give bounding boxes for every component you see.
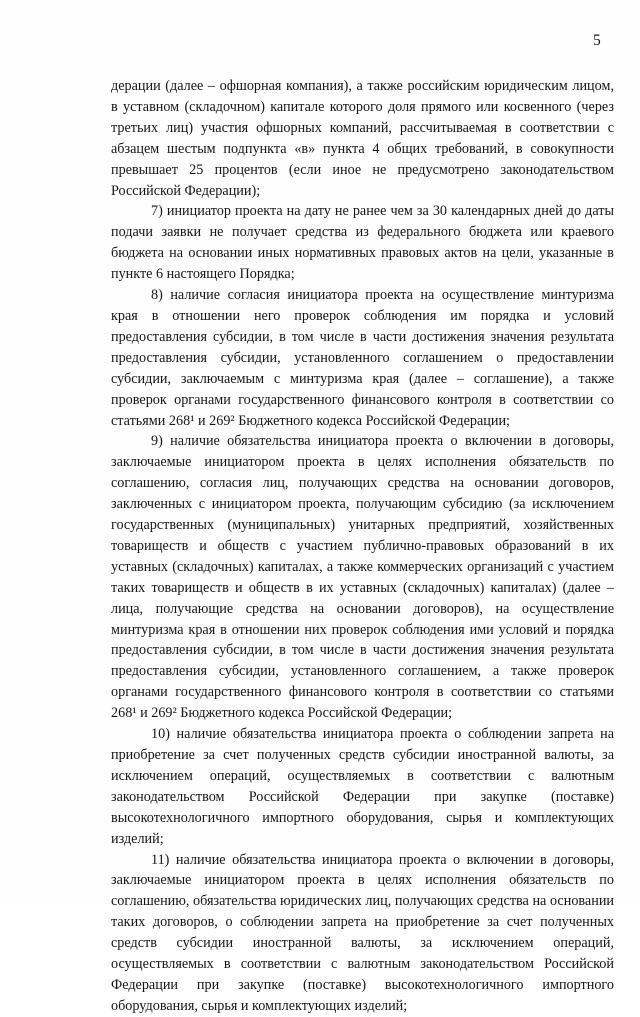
document-body — [111, 76, 614, 1017]
paragraph-item-9: 9) наличие обязательства инициатора проекта о включении в договоры, заключаемые инициатором проекта в целях исполнения обязательств по соглашению, согласия лиц, получающих средства на основании договоров, заключенных с инициатором проекта, получающим субсидию (за исключением государственных (муниципальных) унитарных предприятий, хозяйственных товариществ и обществ с участием публично-правовых образований в их уставных (складочных) капиталах, а также коммерческих организаций с участием таких товариществ и обществ в их уставных (складочных) капиталах) (далее – лица, получающие средства на основании договоров), на осуществление минтуризма края в отношении них проверок соблюдения ими условий и порядка предоставления субсидии, в том числе в части достижения значения результата предоставления субсидии, установленного соглашением, а также проверок органами государственного финансового контроля в соответствии со статьями 268¹ и 269² Бюджетного кодекса Российской Федерации; — [111, 433, 614, 722]
paragraph-item-8: 8) наличие согласия инициатора проекта на осуществление минтуризма края в отношении него проверок соблюдения им порядка и условий предоставления субсидии, в том числе в части достижения значения результата предоставления субсидии, установленного соглашением о предоставлении субсидии, заключаемым с минтуризма края (далее – соглашение), а также проверок органами государственного финансового контроля в соответствии со статьями 268¹ и 269² Бюджетного кодекса Российской Федерации; — [111, 287, 614, 429]
paragraph-item-11: 11) наличие обязательства инициатора проекта о включении в договоры, заключаемые инициатором проекта в целях исполнения обязательств по соглашению, обязательства юридических лиц, получающих средства на основании таких договоров, о соблюдении запрета на приобретение за счет полученных средств субсидии иностранной валюты, за исключением операций, осуществляемых в соответствии с валютным законодательством Российской Федерации при закупке (поставке) высокотехнологичного импортного оборудования, сырья и комплектующих изделий; — [111, 851, 614, 1014]
paragraph-item-7: 7) инициатор проекта на дату не ранее чем за 30 календарных дней до даты подачи заявки не получает средства из федерального бюджета или краевого бюджета на основании иных нормативных правовых актов на цели, указанные в пункте 6 настоящего Порядка; — [111, 203, 614, 283]
page-number: 5 — [593, 32, 601, 49]
paragraph-item-10: 10) наличие обязательства инициатора проекта о соблюдении запрета на приобретение за счет полученных средств субсидии иностранной валюты, за исключением операций, осуществляемых в соответствии с валютным законодательством Российской Федерации при закупке (поставке) высокотехнологичного импортного оборудования, сырья и комплектующих изделий; — [111, 726, 614, 847]
paragraph-continuation: дерации (далее – офшорная компания), а также российским юридическим лицом, в уставном (складочном) капитале которого доля прямого или косвенного (через третьих лиц) участия офшорных компаний, рассчитываемая в соответствии с абзацем шестым подпункта «в» пункта 4 общих требований, в совокупности превышает 25 процентов (если иное не предусмотрено законодательством Российской Федерации); — [111, 78, 614, 199]
